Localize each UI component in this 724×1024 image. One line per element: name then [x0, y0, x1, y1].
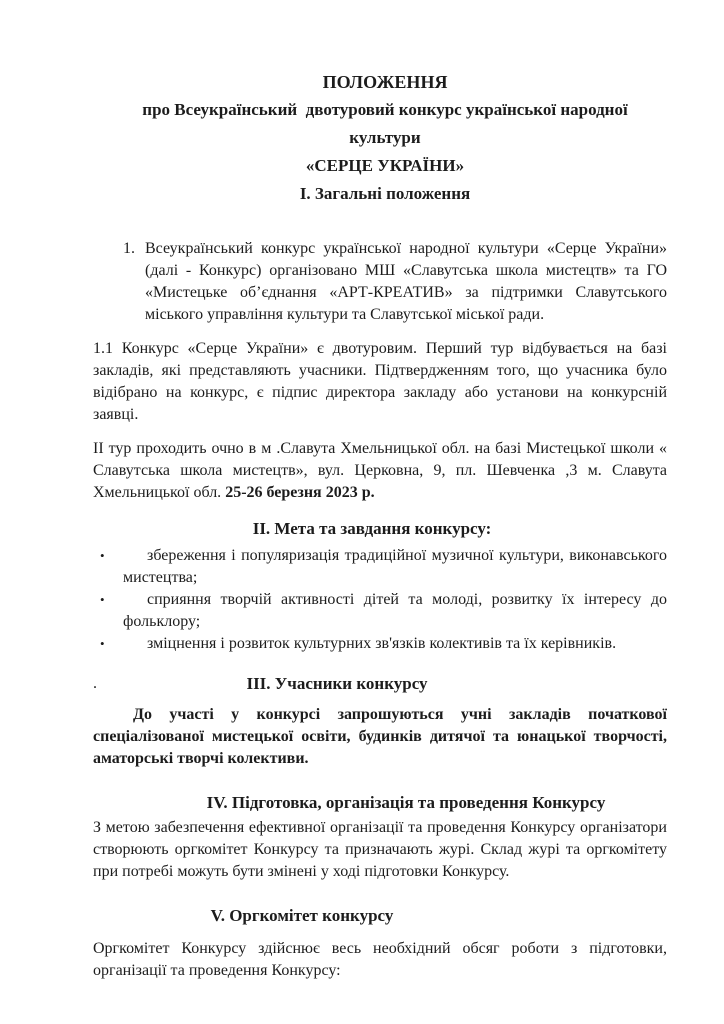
section3-heading: III. Учасники конкурсу [246, 674, 428, 693]
stray-dot: . [93, 675, 97, 692]
bullet-icon: • [100, 636, 105, 651]
bullet-icon: • [100, 592, 105, 607]
paragraph-tour2 [93, 438, 667, 504]
section5-heading: V. Оргкомітет конкурсу [210, 906, 394, 925]
paragraph-tour2-text: II тур проходить очно в м .Славута Хмельницької обл. на базі Мистецької школи « Славутська школа мистецтв», вул. Церковна, 9, пл. Шевченка ,3 м. Славута Хмельницької обл. [93, 440, 667, 501]
list-item [93, 589, 667, 633]
list-number: 1. [123, 240, 135, 257]
numbered-item-text: Всеукраїнський конкурс української народної культури «Серце України» (далі - Конкурс) організовано МШ «Славутська школа мистецтв» та ГО «Мистецьке об’єднання «АРТ-КРЕАТИВ» за підтримки Славутського міського управління культури та Славутської міської ради. [145, 240, 667, 323]
bullet-text: збереження і популяризація традиційної музичної культури, виконавського мистецтва; [123, 547, 667, 586]
bullet-icon: • [100, 548, 105, 563]
section3-heading-row [93, 673, 667, 694]
organization-paragraph: З метою забезпечення ефективної організації та проведення Конкурсу організатори створюють оргкомітет Конкурсу та призначають журі. Склад журі та оргкомітету при потребі можуть бути змінені у ході підготовки Конкурсу. [93, 819, 667, 880]
section2-heading: II. Мета та завдання конкурсу: [252, 519, 492, 538]
document-subtitle-line2: культури [349, 128, 421, 147]
numbered-item-1 [93, 238, 667, 326]
title-block [68, 68, 702, 208]
paragraph-1-1: 1.1 Конкурс «Серце України» є двотуровим. Перший тур відбувається на базі закладів, які представляють учасники. Підтвердженням того, що учасника було відібрано на конкурс, є підпис директора закладу або установи на конкурсній заявці. [93, 340, 667, 423]
participants-paragraph: До участі у конкурсі запрошуються учні закладів початкової спеціалізованої мистецької освіти, будинків дитячої та юнацької творчості, аматорські творчі колективи. [93, 706, 667, 767]
section1-heading: I. Загальні положення [299, 184, 471, 203]
section4-heading: IV. Підготовка, організація та проведення Конкурсу [206, 793, 606, 812]
document-title: ПОЛОЖЕННЯ [322, 72, 448, 92]
bullet-text: зміцнення і розвиток культурних зв'язків колективів та їх керівників. [147, 635, 617, 652]
contest-date: 25-26 березня 2023 р. [225, 484, 375, 501]
orgcommittee-paragraph: Оргкомітет Конкурсу здійснює весь необхідний обсяг роботи з підготовки, організації та проведення Конкурсу: [93, 940, 667, 979]
list-item [93, 633, 667, 655]
bullet-text: сприяння творчій активності дітей та молоді, розвитку їх інтересу до фольклору; [123, 591, 667, 630]
goals-list [93, 545, 667, 655]
document-subtitle-line1: про Всеукраїнський двотуровий конкурс української народної [142, 100, 628, 119]
contest-name: «СЕРЦЕ УКРАЇНИ» [305, 156, 465, 175]
list-item [93, 545, 667, 589]
